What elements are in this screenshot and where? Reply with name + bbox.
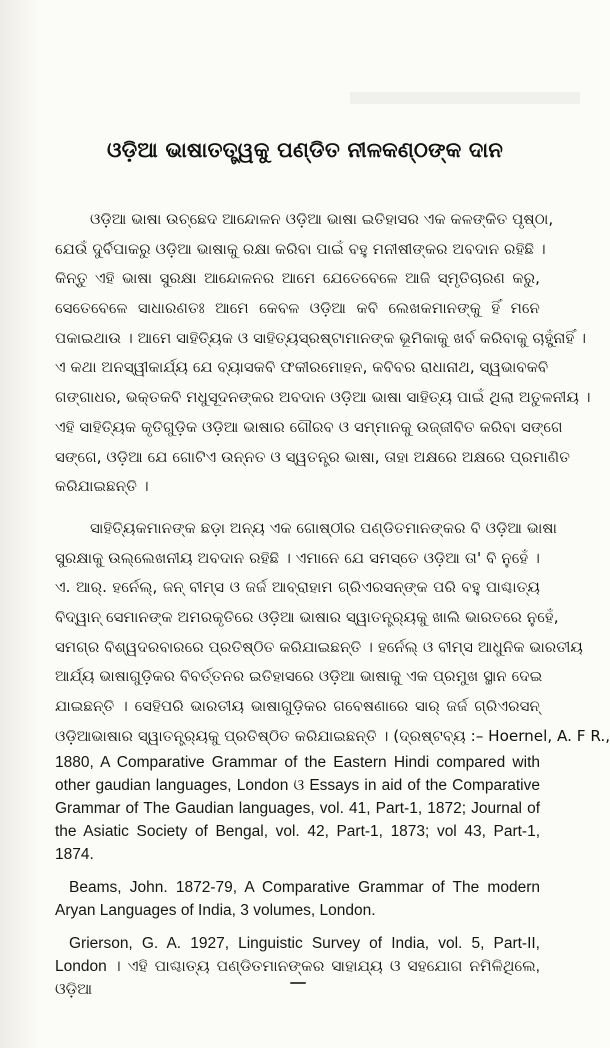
text-line: ଏହି ସାହିତ୍ୟିକ କୃତିଗୁଡ଼ିକ ଓଡ଼ିଆ ଭାଷାର ଗୌରବ ଓ ସମ୍ମାନକୁ ଉଜ୍ଜୀବିତ କରିବା ସଙ୍ଗେ xyxy=(55,417,563,436)
text-line: ବିଦ୍ୱାନ୍ ସେମାନଙ୍କ ଅମରକୃତିରେ ଓଡ଼ିଆ ଭାଷାର ସ୍ୱାତନ୍ତ୍ର୍ୟକୁ ଖାଲି ଭାରତରେ ନୁହେଁ, xyxy=(55,607,559,626)
text-line: ଯେଉଁ ଦୁର୍ବିପାକରୁ ଓଡ଼ିଆ ଭାଷାକୁ ରକ୍ଷା କରିବା ପାଇଁ ବହୁ ମନୀଷୀଙ୍କର ଅବଦାନ ରହିଛି । xyxy=(55,239,546,258)
text-line: କିନ୍ତୁ ଏହି ଭାଷା ସୁରକ୍ଷା ଆନ୍ଦୋଳନର ଆମେ ଯେତେବେଳେ ଆଜି ସ୍ମୃତିଚାରଣ କରୁ, xyxy=(55,269,540,288)
reference-grierson: Grierson, G. A. 1927, Linguistic Survey of India, vol. 5, Part-II, London । ଏହି ପାଶ୍ଚାତ୍ୟ ପଣ୍ଡିତମାନଙ୍କର ସାହାଯ୍ୟ ଓ ସହଯୋଗ ନମିଳିଥିଲେ, ଓଡ଼ିଆ xyxy=(55,935,540,999)
text-line: ଏ. ଆର୍. ହର୍ନେଲ୍, ଜନ୍ ବୀମ୍ସ ଓ ଜର୍ଜ ଆବ୍ରାହାମ ଗ୍ରିଏରସନ୍ଙ୍କ ପରି ବହୁ ପାଶ୍ଚାତ୍ୟ xyxy=(55,578,540,597)
text-line: ସମଗ୍ର ବିଶ୍ୱଦରବାରରେ ପ୍ରତିଷ୍ଠିତ କରିଯାଇଛନ୍ତି । ହର୍ନେଲ୍ ଓ ବୀମ୍ସ ଆଧୁନିକ ଭାରତୀୟ xyxy=(55,637,583,656)
reference-beams: Beams, John. 1872-79, A Comparative Grammar of The modern Aryan Languages of India, 3 volumes, London. xyxy=(55,879,540,920)
text-line: ଏ କଥା ଅନସ୍ୱୀକାର୍ଯ୍ୟ ଯେ ବ୍ୟାସକବି ଫକୀରମୋହନ, କବିବର ରାଧାନାଥ, ସ୍ୱଭାବକବି xyxy=(55,358,549,377)
show-through-text xyxy=(350,92,580,104)
text-line: ପକାଇଥାଉ । ଆମେ ସାହିତ୍ୟିକ ଓ ସାହିତ୍ୟସ୍ରଷ୍ଟାମାନଙ୍କ ଭୂମିକାକୁ ଖର୍ବ କରିବାକୁ ଚାହୁଁନାହିଁ । xyxy=(55,328,587,347)
text-line: ଓଡ଼ିଆ ଭାଷା ଉଚ୍ଛେଦ ଆନ୍ଦୋଳନ ଓଡ଼ିଆ ଭାଷା ଇତିହାସର ଏକ କଳଙ୍କିତ ପୃଷ୍ଠା, xyxy=(90,210,554,228)
text-line: ଗଙ୍ଗାଧର, ଭକ୍ତକବି ମଧୁସୂଦନଙ୍କର ଅବଦାନ ଓଡ଼ିଆ ଭାଷା ସାହିତ୍ୟ ପାଇଁ ଥିଲା ଅତୁଳନୀୟ । xyxy=(55,388,591,407)
chapter-title: ଓଡ଼ିଆ ଭାଷାତତ୍ତ୍ୱକୁ ପଣ୍ଡିତ ନୀଳକଣ୍ଠଙ୍କ ଦାନ xyxy=(106,138,504,162)
reference-hoernle: 1880, A Comparative Grammar of the Eastern Hindi compared with other gaudian languages, London ଓ Essays in aid of the Comparative Grammar of The Gaudian languages, vol. 41, Part-1, 1872; Journal of the Asiatic Society of Bengal, vol. 42, Part-1, 1873; vol 43, Part-1, 1874. xyxy=(55,754,540,864)
text-line: ଯାଇଛନ୍ତି । ସେହିପରି ଭାରତୀୟ ଭାଷାଗୁଡ଼ିକର ଗବେଷଣାରେ ସାର୍ ଜର୍ଜ ଗ୍ରିଏରସନ୍ xyxy=(55,697,540,715)
text-line: ସେତେବେଳେ ସାଧାରଣତଃ ଆମେ କେବଳ ଓଡ଼ିଆ କବି ଲେଖକମାନଙ୍କୁ ହିଁ ମନେ xyxy=(55,299,540,318)
body-text xyxy=(55,205,610,1001)
text-line: ସଙ୍ଗେ, ଓଡ଼ିଆ ଯେ ଗୋଟିଏ ଉନ୍ନତ ଓ ସ୍ୱତନ୍ତ୍ର ଭାଷା, ତାହା ଅକ୍ଷରେ ଅକ୍ଷରେ ପ୍ରମାଣିତ xyxy=(55,447,571,466)
paragraph-1 xyxy=(55,205,591,502)
text-line: ସାହିତ୍ୟିକମାନଙ୍କ ଛଡ଼ା ଅନ୍ୟ ଏକ ଗୋଷ୍ଠୀର ପଣ୍ଡିତମାନଙ୍କର ବି ଓଡ଼ିଆ ଭାଷା xyxy=(90,518,558,537)
text-line: ଓଡ଼ିଆଭାଷାର ସ୍ୱାତନ୍ତ୍ର୍ୟକୁ ପ୍ରତିଷ୍ଠିତ କରିଯାଇଛନ୍ତି । (ଦ୍ରଷ୍ଟବ୍ୟ :– Hoernel, A. F R., xyxy=(55,726,610,745)
page-gutter-shadow xyxy=(0,0,40,1048)
paragraph-gap xyxy=(55,502,540,514)
paragraph-2 xyxy=(55,514,610,752)
text-line: ଆର୍ଯ୍ୟ ଭାଷାଗୁଡ଼ିକର ବିବର୍ତ୍ତନର ଇତିହାସରେ ଓଡ଼ିଆ ଭାଷାକୁ ଏକ ପ୍ରମୁଖ ସ୍ଥାନ ଦେଇ xyxy=(55,667,543,686)
text-line: କରିଯାଇଛନ୍ତି । xyxy=(55,477,149,496)
text-line: ସୁରକ୍ଷାକୁ ଉଲ୍ଲେଖନୀୟ ଅବଦାନ ରହିଛି । ଏମାନେ ଯେ ସମସ୍ତେ ଓଡ଼ିଆ ତା' ବି ନୁହେଁ । xyxy=(55,548,540,567)
page-end-mark xyxy=(290,982,306,984)
